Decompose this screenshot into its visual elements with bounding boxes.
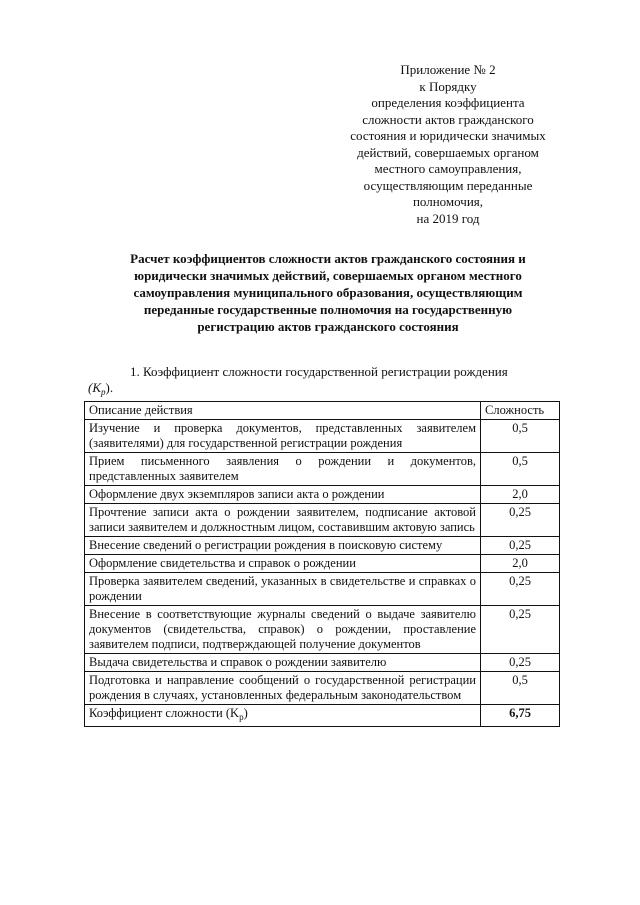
appendix-line: полномочия, <box>412 194 484 209</box>
row-value: 0,5 <box>481 420 560 453</box>
table-row <box>85 453 560 486</box>
symbol-open: (K <box>88 380 101 395</box>
appendix-line: местного самоуправления, <box>374 161 522 176</box>
row-description: Прием письменного заявления о рождении и документов, представленных заявителем <box>85 453 481 486</box>
appendix-line: Приложение № 2 <box>400 62 496 77</box>
row-value: 0,25 <box>481 573 560 606</box>
table-row <box>85 537 560 555</box>
table-row <box>85 420 560 453</box>
appendix-line: определения коэффициента <box>371 95 525 110</box>
appendix-line: состояния и юридически значимых <box>350 128 546 143</box>
row-description: Изучение и проверка документов, представленных заявителем (заявителями) для государственной регистрации рождения <box>85 420 481 453</box>
total-label-close: ) <box>243 706 248 720</box>
total-row <box>85 705 560 727</box>
appendix-header <box>328 62 568 227</box>
table-row <box>85 486 560 504</box>
row-description: Внесение сведений о регистрации рождения в поисковую систему <box>85 537 481 555</box>
header-description: Описание действия <box>85 402 481 420</box>
header-complexity: Сложность <box>481 402 560 420</box>
table-row <box>85 504 560 537</box>
total-label-open: Коэффициент сложности (K <box>89 706 240 720</box>
row-value: 2,0 <box>481 486 560 504</box>
title-line: переданные государственные полномочия на государственную <box>143 302 513 317</box>
row-value: 0,25 <box>481 606 560 654</box>
row-description: Оформление двух экземпляров записи акта о рождении <box>85 486 481 504</box>
document-title <box>78 250 578 335</box>
symbol-close: ). <box>105 380 114 395</box>
section-symbol <box>88 380 578 400</box>
table-header-row <box>85 402 560 420</box>
total-label <box>85 705 481 727</box>
section-heading <box>88 364 578 400</box>
title-line: самоуправления муниципального образования, осуществляющим <box>133 285 523 300</box>
table-row <box>85 573 560 606</box>
appendix-line: к Порядку <box>419 78 477 94</box>
appendix-line: на 2019 год <box>416 210 480 226</box>
table-row <box>85 672 560 705</box>
table-row <box>85 606 560 654</box>
total-value: 6,75 <box>481 705 560 727</box>
row-description: Внесение в соответствующие журналы сведений о выдаче заявителю документов (свидетельства, справок) о рождении, проставление заявителем подписи, подтверждающей получение документов <box>85 606 481 654</box>
row-description: Прочтение записи акта о рождении заявителем, подписание актовой записи заявителем и должностным лицом, составившим актовую запись <box>85 504 481 537</box>
title-line: Расчет коэффициентов сложности актов гражданского состояния и <box>130 251 526 266</box>
complexity-table <box>84 401 560 727</box>
symbol-sub: р <box>101 387 106 397</box>
row-value: 0,5 <box>481 672 560 705</box>
row-value: 0,25 <box>481 504 560 537</box>
title-line: юридически значимых действий, совершаемых органом местного <box>134 268 522 283</box>
section-title: 1. Коэффициент сложности государственной регистрации рождения <box>130 364 508 379</box>
appendix-line: сложности актов гражданского <box>362 111 534 127</box>
row-value: 0,25 <box>481 537 560 555</box>
row-description: Оформление свидетельства и справок о рождении <box>85 555 481 573</box>
row-description: Проверка заявителем сведений, указанных в свидетельстве и справках о рождении <box>85 573 481 606</box>
table-row <box>85 555 560 573</box>
row-description: Выдача свидетельства и справок о рождении заявителю <box>85 654 481 672</box>
appendix-line: действий, совершаемых органом <box>357 144 539 160</box>
appendix-line: осуществляющим переданные <box>363 177 533 193</box>
title-line: регистрацию актов гражданского состояния <box>197 319 459 334</box>
row-value: 0,5 <box>481 453 560 486</box>
row-value: 2,0 <box>481 555 560 573</box>
row-description: Подготовка и направление сообщений о государственной регистрации рождения в случаях, установленных федеральным законодательством <box>85 672 481 705</box>
row-value: 0,25 <box>481 654 560 672</box>
table-row <box>85 654 560 672</box>
total-label-sub: р <box>239 712 244 722</box>
